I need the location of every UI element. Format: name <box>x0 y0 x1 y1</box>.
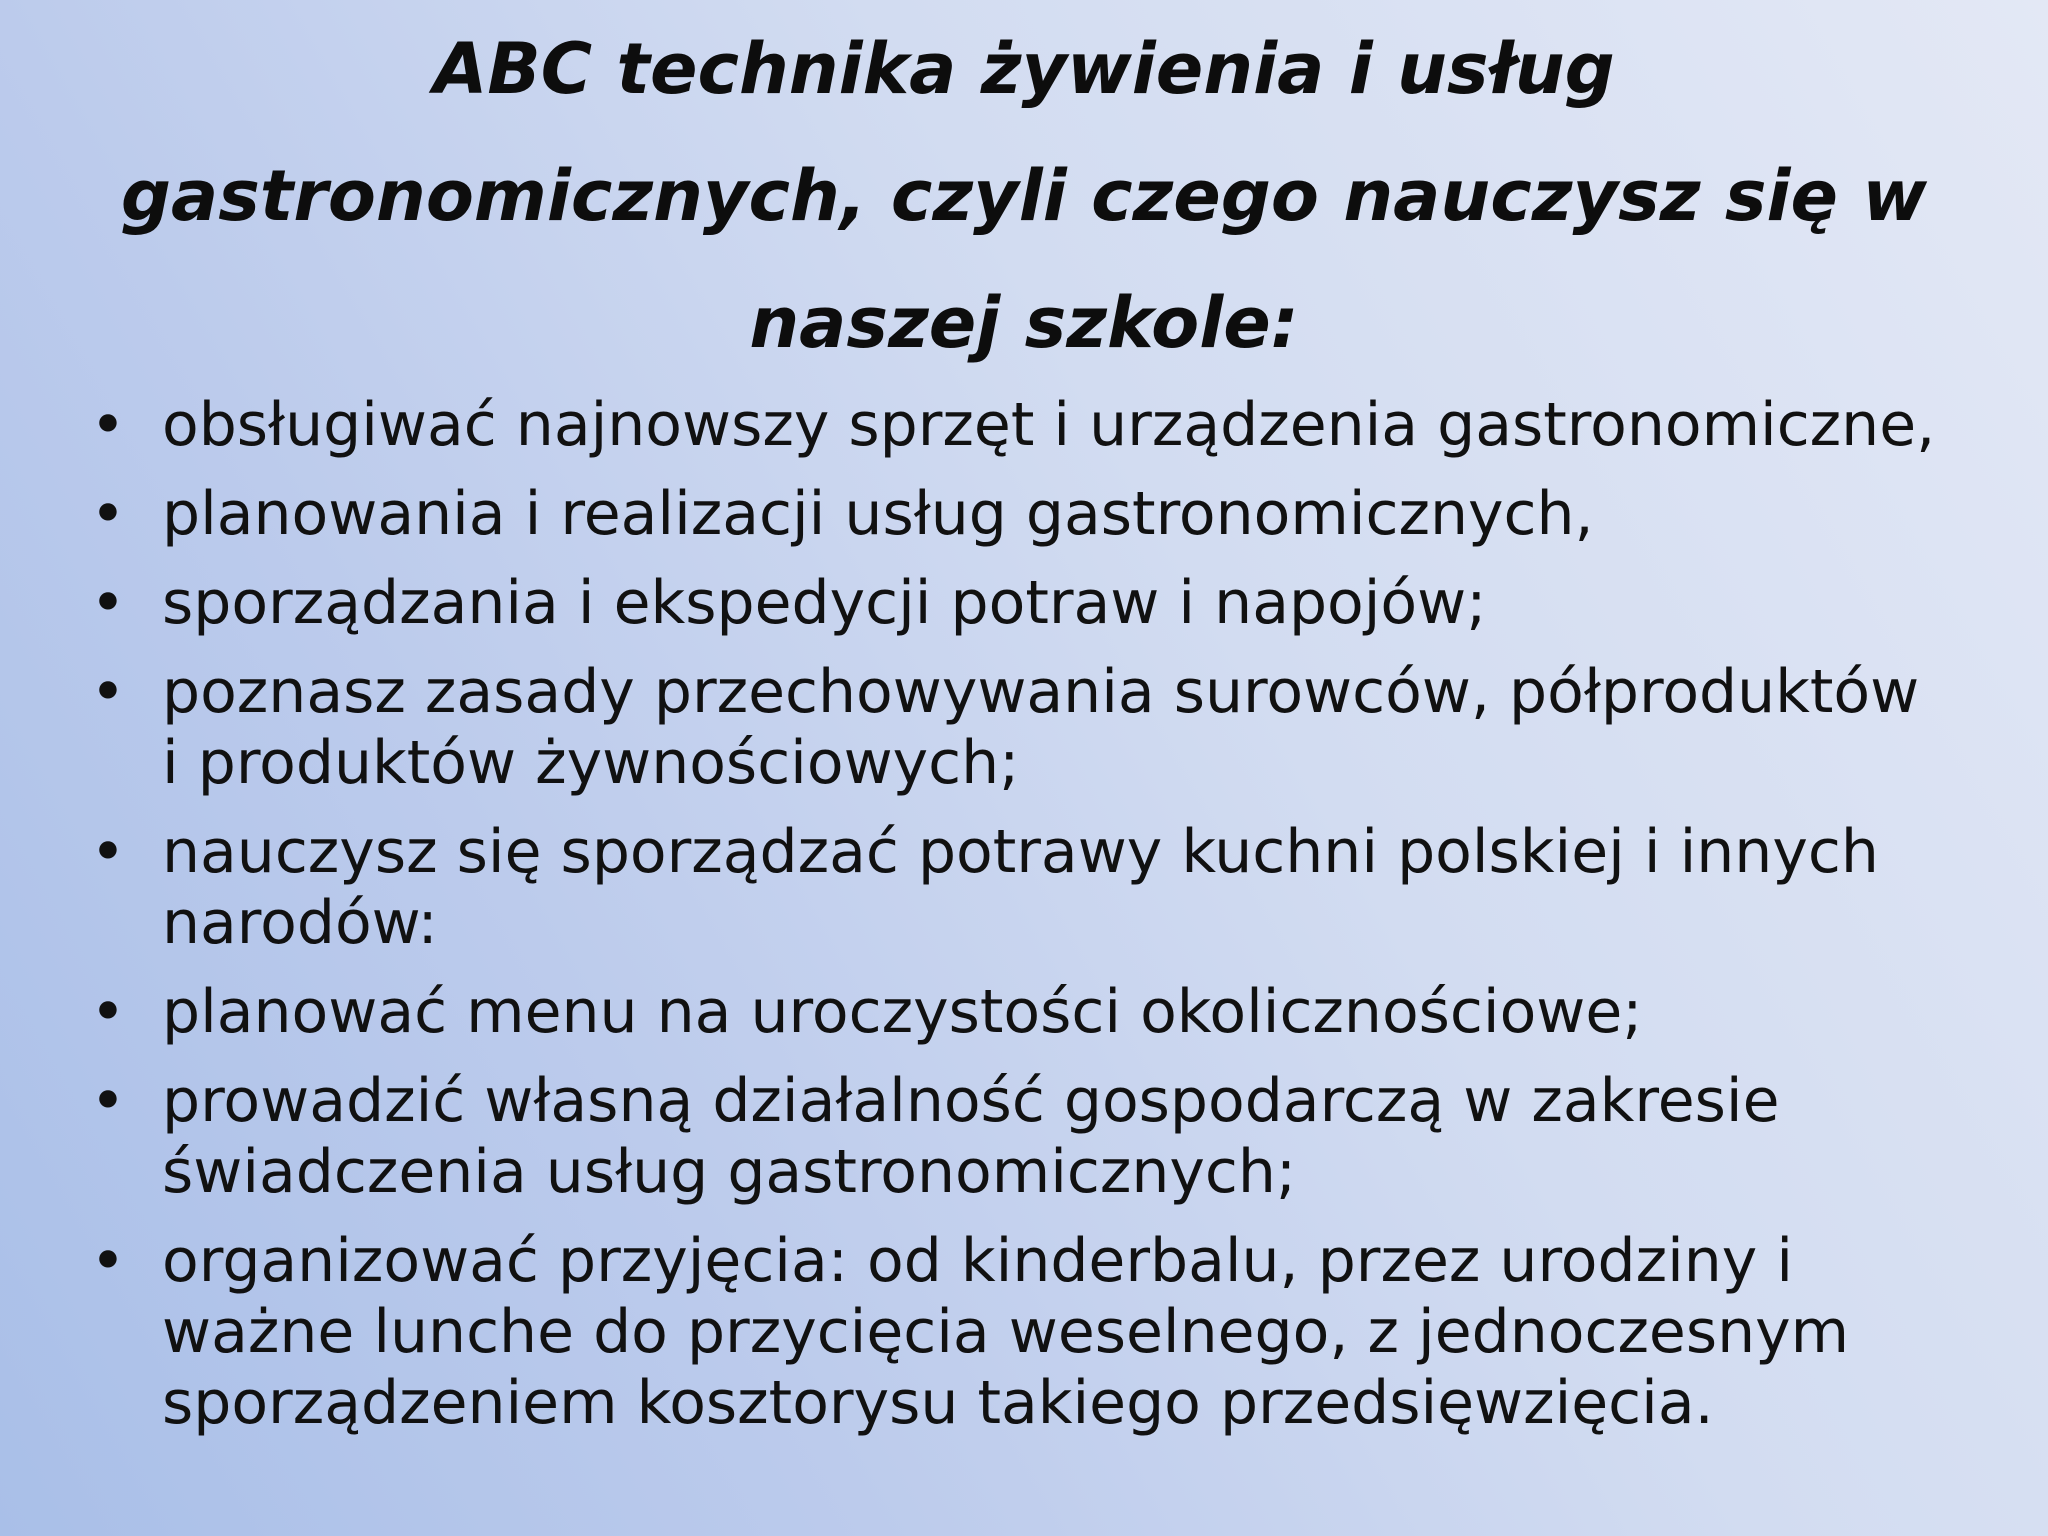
bullet-item <box>80 568 2000 639</box>
bullet-dot-icon: • <box>90 1226 126 1296</box>
slide-title-line: naszej szkole: <box>749 282 1299 364</box>
bullet-text: prowadzić własną działalność gospodarczą w zakresie <box>162 1066 1780 1136</box>
bullet-text: i produktów żywnościowych; <box>162 728 1020 798</box>
bullet-text: ważne lunche do przycięcia weselnego, z jednoczesnym <box>162 1297 1850 1367</box>
bullet-dot-icon: • <box>90 977 126 1047</box>
bullet-dot-icon: • <box>90 390 126 460</box>
bullet-text: nauczysz się sporządzać potrawy kuchni polskiej i innych <box>162 817 1879 887</box>
bullet-text: sporządzania i ekspedycji potraw i napojów; <box>162 568 1487 638</box>
bullet-item <box>80 479 2000 550</box>
bullet-dot-icon: • <box>90 479 126 549</box>
bullet-dot-icon: • <box>90 657 126 727</box>
bullet-list <box>80 390 2000 1457</box>
bullet-text: narodów: <box>162 888 438 958</box>
bullet-item <box>80 977 2000 1048</box>
bullet-item <box>80 817 2000 959</box>
bullet-item <box>80 1066 2000 1208</box>
slide-title <box>60 6 1988 387</box>
bullet-text: poznasz zasady przechowywania surowców, półproduktów <box>162 657 1920 727</box>
bullet-dot-icon: • <box>90 1066 126 1136</box>
bullet-text: sporządzeniem kosztorysu takiego przedsięwzięcia. <box>162 1368 1714 1438</box>
bullet-item <box>80 390 2000 461</box>
slide-title-line: gastronomicznych, czyli czego nauczysz się w <box>120 155 1928 237</box>
slide-title-line: ABC technika żywienia i usług <box>433 28 1615 110</box>
bullet-text: obsługiwać najnowszy sprzęt i urządzenia gastronomiczne, <box>162 390 1936 460</box>
bullet-item <box>80 1226 2000 1439</box>
bullet-text: planować menu na uroczystości okolicznościowe; <box>162 977 1643 1047</box>
bullet-text: świadczenia usług gastronomicznych; <box>162 1137 1297 1207</box>
bullet-text: organizować przyjęcia: od kinderbalu, przez urodziny i <box>162 1226 1794 1296</box>
bullet-dot-icon: • <box>90 817 126 887</box>
bullet-item <box>80 657 2000 799</box>
bullet-text: planowania i realizacji usług gastronomicznych, <box>162 479 1594 549</box>
bullet-dot-icon: • <box>90 568 126 638</box>
